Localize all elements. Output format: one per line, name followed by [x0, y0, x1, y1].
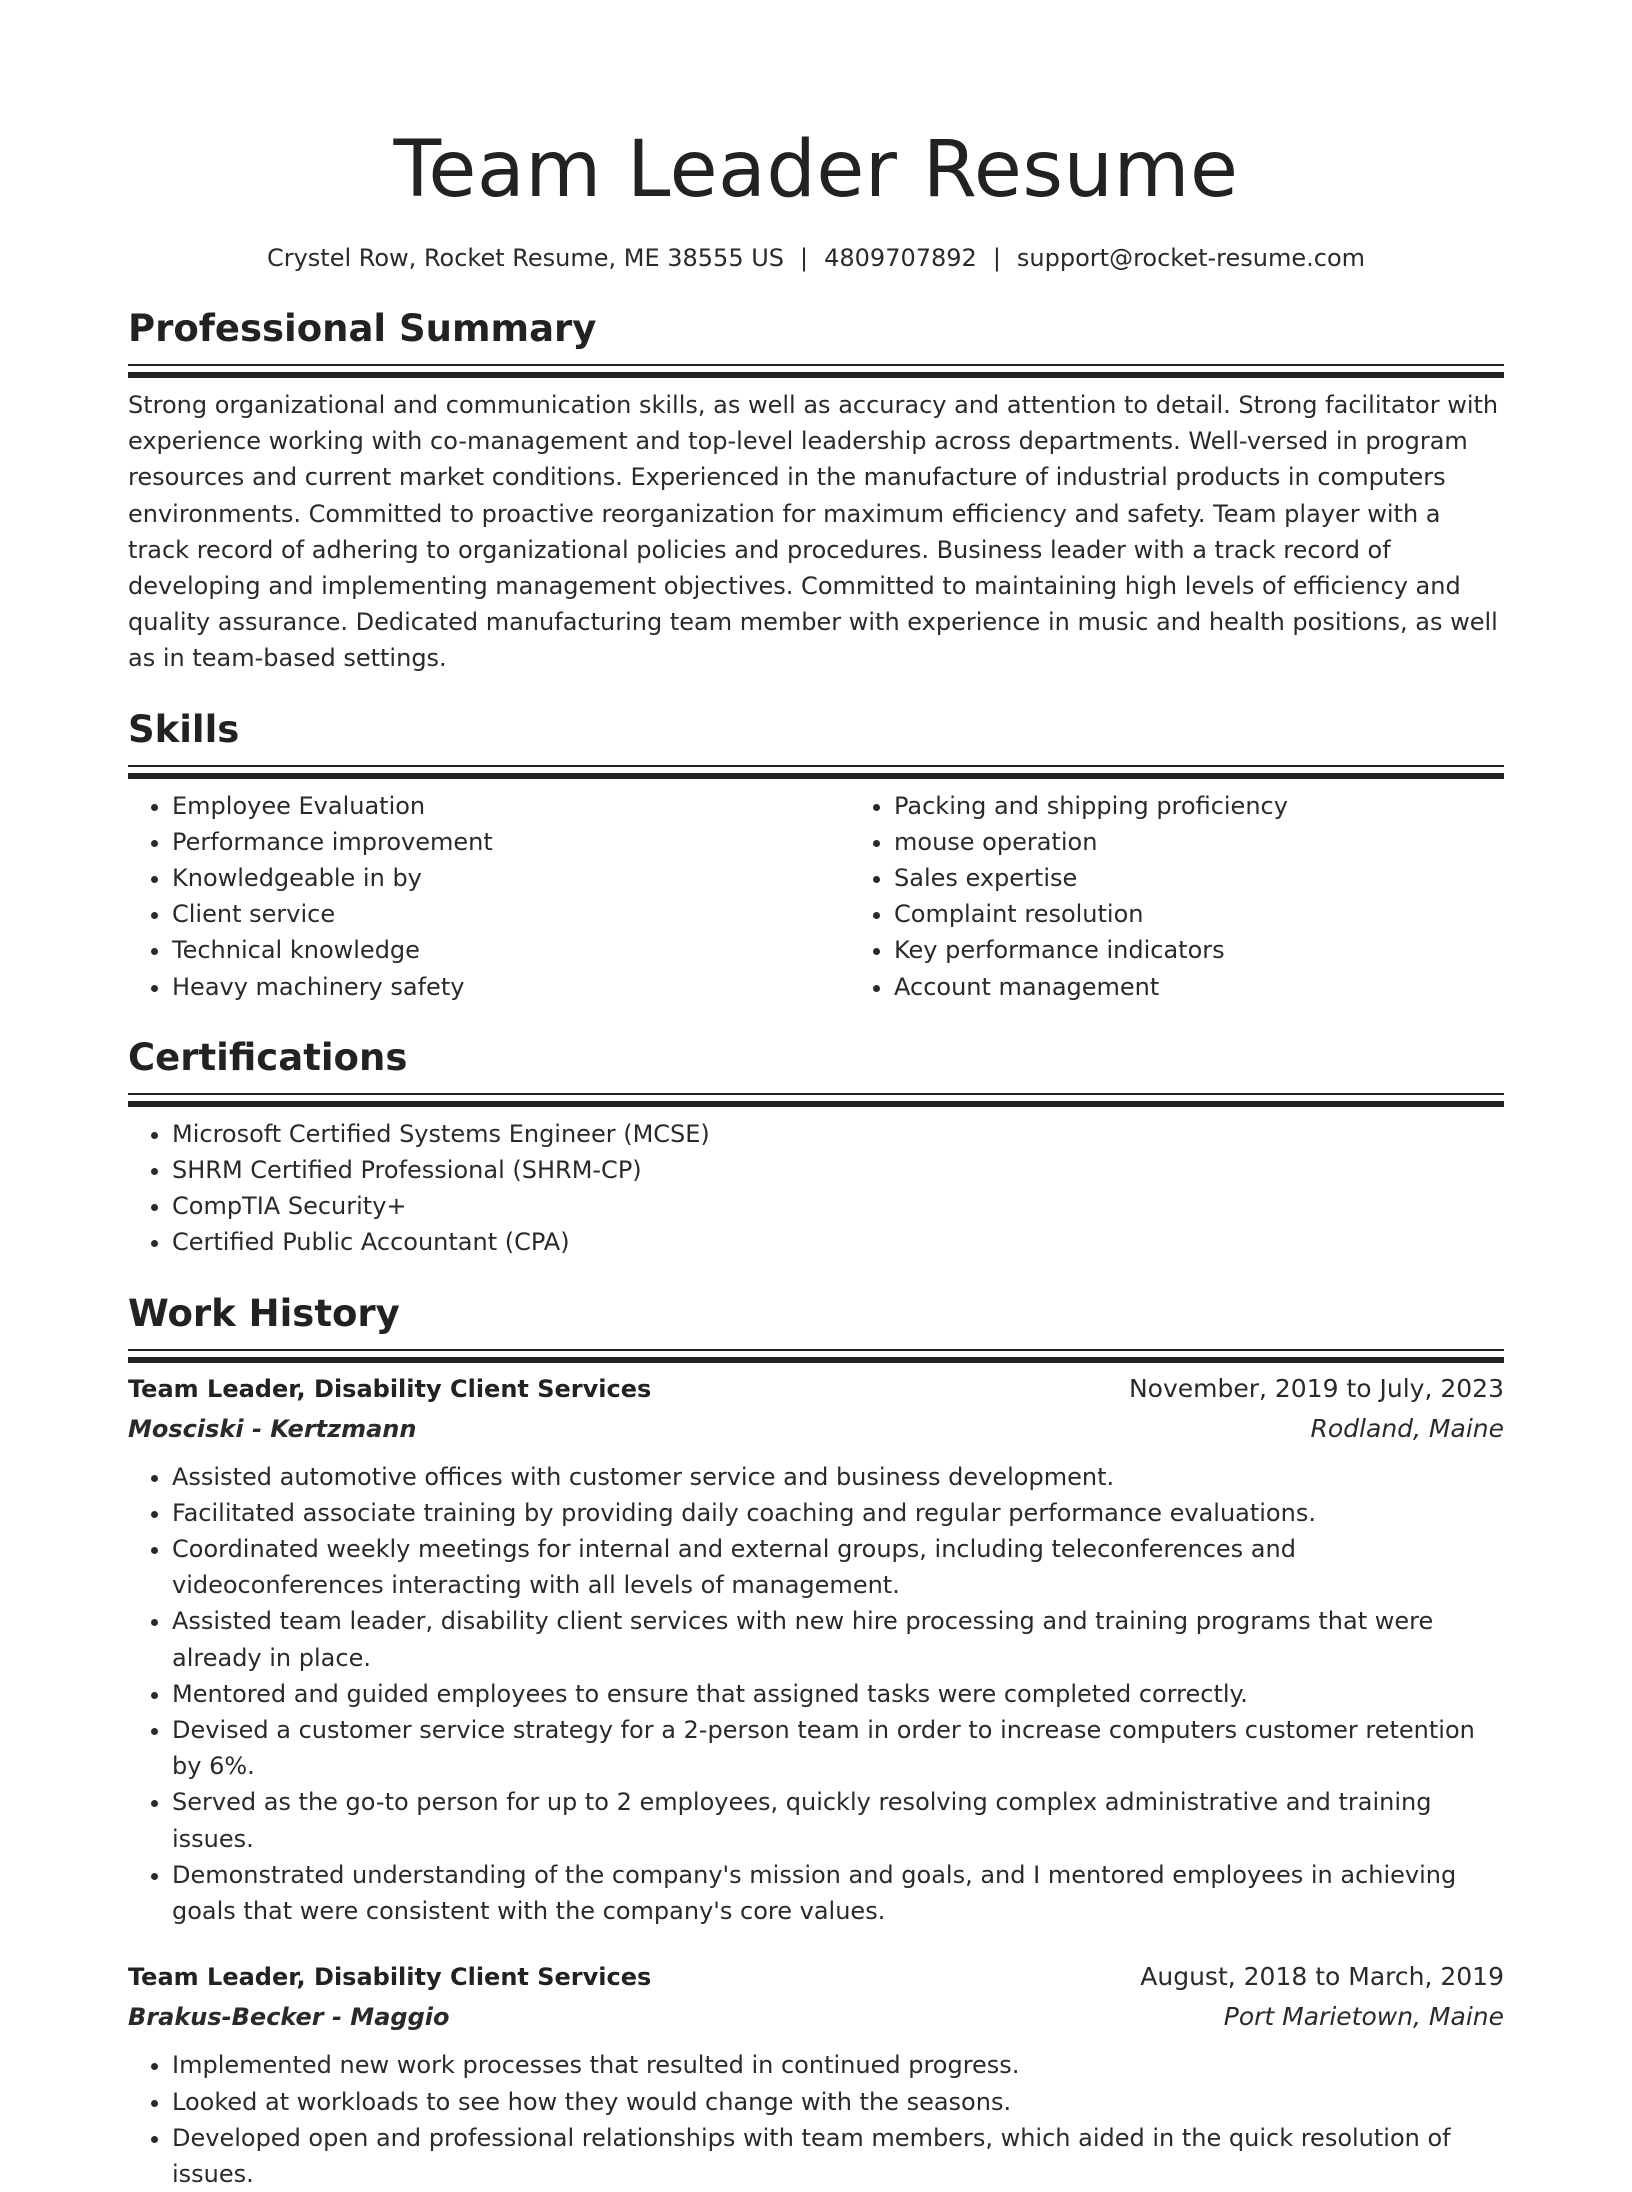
skill-item: • Client service [172, 896, 850, 932]
skills-list-right [850, 788, 1572, 1005]
job-bullet: • Developed open and professional relationships with team members, which aided in the quick resolution of issues. [172, 2120, 1504, 2192]
section-divider [128, 1349, 1504, 1355]
skills-section [128, 705, 1504, 1005]
certification-item: • Microsoft Certified Systems Engineer (MCSE) [172, 1116, 1504, 1152]
section-divider [128, 1093, 1504, 1099]
section-divider [128, 364, 1504, 370]
skill-item: • Knowledgeable in by [172, 860, 850, 896]
job-header-row [128, 1369, 1504, 1409]
summary-text: Strong organizational and communication skills, as well as accuracy and attention to detail. Strong facilitator with experience working with co-management and top-level leadership across departments. Well-versed in program resources and current market conditions. Experienced in the manufacture of industrial products in computers environments. Committed to proactive reorganization for maximum efficiency and safety. Team player with a track record of adhering to organizational policies and procedures. Business leader with a track record of developing and implementing management objectives. Committed to maintaining high levels of efficiency and quality assurance. Dedicated manufacturing team member with experience in music and health positions, as well as in team-based settings. [128, 391, 1499, 673]
job-entry [128, 1957, 1504, 2192]
job-bullet: • Implemented new work processes that resulted in continued progress. [172, 2047, 1504, 2083]
skill-item: • Technical knowledge [172, 932, 850, 968]
job-location: Rodland, Maine [1310, 1413, 1504, 1443]
section-divider [128, 765, 1504, 771]
certification-item: • Certified Public Accountant (CPA) [172, 1224, 1504, 1260]
skill-item: • mouse operation [894, 824, 1572, 860]
job-entry [128, 1369, 1504, 1930]
skill-item: • Performance improvement [172, 824, 850, 860]
job-bullets [128, 1459, 1504, 1930]
job-company-row [128, 1997, 1504, 2037]
certification-item: • CompTIA Security+ [172, 1188, 1504, 1224]
job-header-row [128, 1957, 1504, 1997]
job-company-row [128, 1409, 1504, 1449]
job-title: Team Leader, Disability Client Services [128, 1963, 652, 1992]
job-bullet: • Demonstrated understanding of the company's mission and goals, and I mentored employees in achieving goals that were consistent with the company's core values. [172, 1857, 1504, 1929]
contact-separator: | [992, 244, 1001, 272]
contact-phone: 4809707892 [824, 244, 977, 272]
certifications-list [128, 1116, 1504, 1261]
certifications-heading: Certifications [128, 1035, 408, 1079]
skill-item: • Complaint resolution [894, 896, 1572, 932]
job-company: Mosciski - Kertzmann [128, 1414, 417, 1443]
work-history-section [128, 1289, 1504, 2192]
job-bullet: • Assisted team leader, disability client services with new hire processing and training programs that were already in place. [172, 1603, 1504, 1675]
job-bullet: • Served as the go-to person for up to 2 employees, quickly resolving complex administrative and training issues. [172, 1784, 1504, 1856]
page-title: Team Leader Resume [393, 125, 1239, 215]
job-title: Team Leader, Disability Client Services [128, 1374, 652, 1403]
skills-heading: Skills [128, 707, 240, 751]
job-bullet: • Looked at workloads to see how they would change with the seasons. [172, 2084, 1504, 2120]
certification-item: • SHRM Certified Professional (SHRM-CP) [172, 1152, 1504, 1188]
job-bullet: • Mentored and guided employees to ensure that assigned tasks were completed correctly. [172, 1676, 1504, 1712]
skill-item: • Employee Evaluation [172, 788, 850, 824]
job-bullet: • Devised a customer service strategy for a 2-person team in order to increase computers customer retention by 6%. [172, 1712, 1504, 1784]
job-dates: August, 2018 to March, 2019 [1140, 1962, 1504, 1992]
contact-address: Crystel Row, Rocket Resume, ME 38555 US [266, 244, 785, 272]
summary-section [128, 304, 1504, 677]
skills-columns [128, 788, 1504, 1005]
job-company: Brakus-Becker - Maggio [128, 2003, 450, 2032]
resume-page [128, 0, 1504, 2192]
contact-email[interactable]: support@rocket-resume.com [1016, 244, 1366, 272]
job-bullet: • Facilitated associate training by providing daily coaching and regular performance evaluations. [172, 1495, 1504, 1531]
summary-heading: Professional Summary [128, 307, 597, 350]
contact-separator: | [800, 244, 809, 272]
skills-list-left [128, 788, 850, 1005]
skill-item: • Packing and shipping proficiency [894, 788, 1572, 824]
skill-item: • Heavy machinery safety [172, 969, 850, 1005]
job-location: Port Marietown, Maine [1223, 2002, 1504, 2032]
skill-item: • Sales expertise [894, 860, 1572, 896]
work-history-heading: Work History [128, 1291, 400, 1335]
job-bullet: • Coordinated weekly meetings for internal and external groups, including teleconferences and videoconferences interacting with all levels of management. [172, 1531, 1504, 1603]
skill-item: • Key performance indicators [894, 932, 1572, 968]
job-dates: November, 2019 to July, 2023 [1128, 1373, 1504, 1403]
contact-line [128, 240, 1504, 276]
job-bullet: • Assisted automotive offices with customer service and business development. [172, 1459, 1504, 1495]
skill-item: • Account management [894, 969, 1572, 1005]
job-bullets [128, 2047, 1504, 2192]
certifications-section [128, 1033, 1504, 1261]
